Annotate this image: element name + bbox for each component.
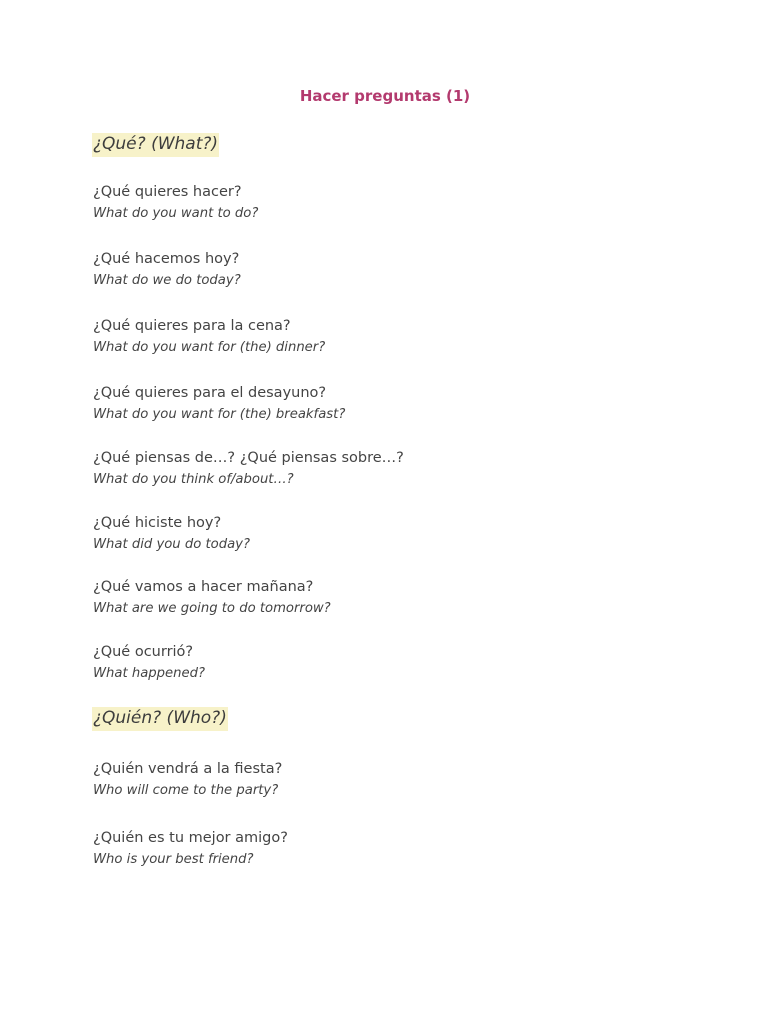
phrase-entry — [93, 577, 713, 619]
phrase-entry — [93, 759, 713, 801]
spanish-phrase: ¿Quién vendrá a la fiesta? — [93, 761, 283, 777]
phrase-entry — [93, 642, 713, 684]
english-translation: Who is your best friend? — [93, 852, 254, 867]
spanish-phrase: ¿Qué ocurrió? — [93, 644, 194, 660]
english-translation: What do you want for (the) dinner? — [93, 340, 326, 355]
spanish-phrase: ¿Qué hacemos hoy? — [93, 251, 240, 267]
page-title: Hacer preguntas (1) — [299, 87, 471, 105]
spanish-phrase: ¿Qué hiciste hoy? — [93, 515, 222, 531]
section-heading-quien: ¿Quién? (Who?) — [92, 707, 228, 731]
spanish-phrase: ¿Qué quieres para el desayuno? — [93, 385, 327, 401]
english-translation: What do we do today? — [93, 273, 241, 288]
section-heading-que: ¿Qué? (What?) — [92, 133, 219, 157]
english-translation: What are we going to do tomorrow? — [93, 601, 331, 616]
spanish-phrase: ¿Qué piensas de…? ¿Qué piensas sobre…? — [93, 450, 404, 466]
phrase-entry — [93, 513, 713, 555]
phrase-entry — [93, 828, 713, 870]
english-translation: What do you want for (the) breakfast? — [93, 407, 346, 422]
spanish-phrase: ¿Qué quieres hacer? — [93, 184, 242, 200]
phrase-entry — [93, 383, 713, 425]
phrase-entry — [93, 249, 713, 291]
phrase-entry — [93, 316, 713, 358]
phrase-entry — [93, 448, 713, 490]
english-translation: What do you want to do? — [93, 206, 259, 221]
spanish-phrase: ¿Quién es tu mejor amigo? — [93, 830, 288, 846]
english-translation: What did you do today? — [93, 537, 250, 552]
spanish-phrase: ¿Qué vamos a hacer mañana? — [93, 579, 314, 595]
english-translation: Who will come to the party? — [93, 783, 279, 798]
spanish-phrase: ¿Qué quieres para la cena? — [93, 318, 291, 334]
phrase-entry — [93, 182, 713, 224]
english-translation: What do you think of/about…? — [93, 472, 294, 487]
english-translation: What happened? — [93, 666, 205, 681]
